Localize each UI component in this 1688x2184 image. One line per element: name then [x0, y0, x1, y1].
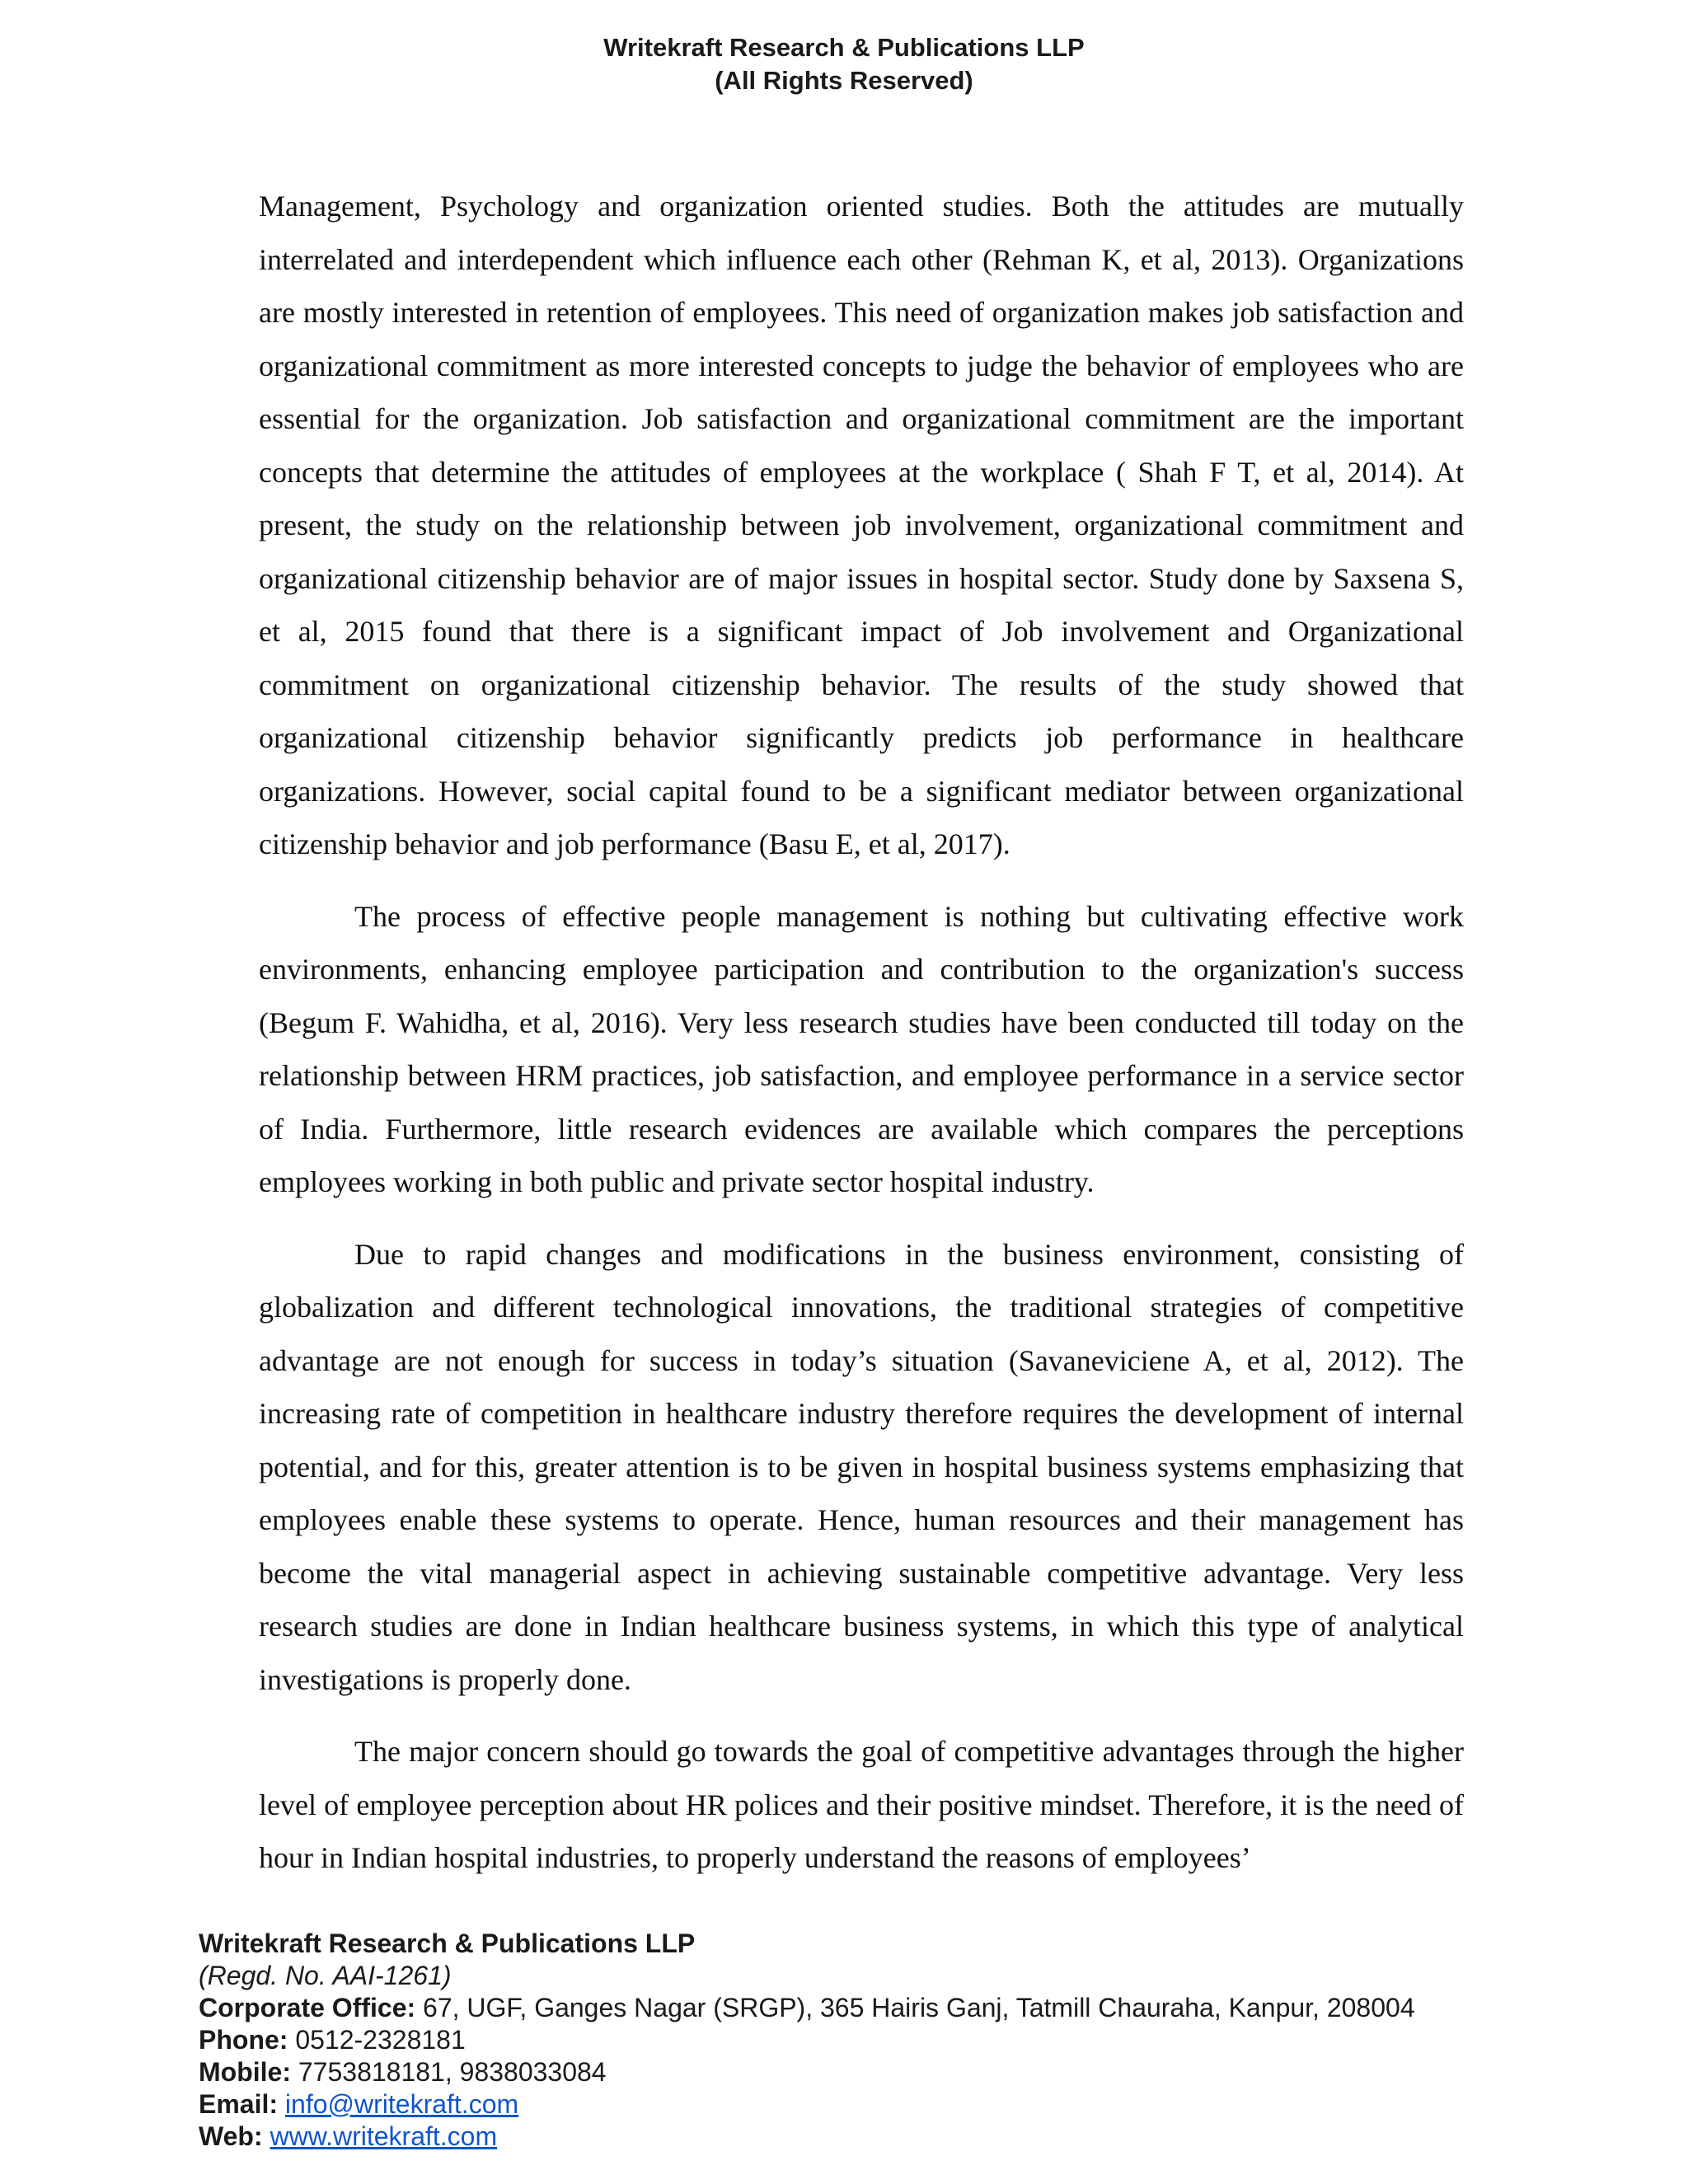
footer-mobile: [199, 2056, 1666, 2088]
body-paragraph-4: The major concern should go towards the goal of competitive advantages through the higher level of employee perception about HR polices and their positive mindset. Therefore, it is the need of hour in Indian hospital industries, to properly understand the reasons of employees’: [259, 1735, 1464, 1874]
footer-phone-label: Phone:: [199, 2025, 288, 2055]
footer-phone-number: 0512-2328181: [288, 2025, 466, 2055]
footer-company-name: Writekraft Research & Publications LLP: [199, 1929, 696, 1958]
footer-phone: [199, 2024, 1666, 2056]
body-paragraph-1: Management, Psychology and organization oriented studies. Both the attitudes are mutually interrelated and interdependent which influence each other (Rehman K, et al, 2013). Organizations are mostly interested in retention of employees. This need of organization makes job satisfaction and organizational commitment as more interested concepts to judge the behavior of employees who are essential for the organization. Job satisfaction and organizational commitment are the important concepts that determine the attitudes of employees at the workplace ( Shah F T, et al, 2014). At present, the study on the relationship between job involvement, organizational commitment and organizational citizenship behavior are of major issues in hospital sector. Study done by Saxsena S, et al, 2015 found that there is a significant impact of Job involvement and Organizational commitment on organizational citizenship behavior. The results of the study showed that organizational citizenship behavior significantly predicts job performance in healthcare organizations. However, social capital found to be a significant mediator between organizational citizenship behavior and job performance (Basu E, et al, 2017).: [259, 190, 1464, 860]
body-paragraph-3: Due to rapid changes and modifications in the business environment, consisting of globalization and different technological innovations, the traditional strategies of competitive advantage are not enough for success in today’s situation (Savaneviciene A, et al, 2012). The increasing rate of competition in healthcare industry therefore requires the development of internal potential, and for this, greater attention is to be given in hospital business systems emphasizing that employees enable these systems to operate. Hence, human resources and their management has become the vital managerial aspect in achieving sustainable competitive advantage. Very less research studies are done in Indian healthcare business systems, in which this type of analytical investigations is properly done.: [259, 1237, 1464, 1696]
footer-mobile-numbers: 7753818181, 9838033084: [290, 2057, 607, 2087]
footer-registration: (Regd. No. AAI-1261): [199, 1961, 452, 1990]
footer-web: [199, 2121, 1666, 2153]
footer-mobile-label: Mobile:: [199, 2057, 291, 2087]
footer-office-label: Corporate Office:: [199, 1993, 416, 2022]
footer-email-label: Email:: [199, 2089, 279, 2119]
header-company-name: Writekraft Research & Publications LLP: [603, 33, 1085, 62]
footer-email-link[interactable]: info@writekraft.com: [284, 2089, 519, 2119]
document-body: [259, 180, 1464, 1904]
page-footer: [199, 1928, 1666, 2153]
footer-web-label: Web:: [199, 2121, 263, 2151]
footer-office-address: 67, UGF, Ganges Nagar (SRGP), 365 Hairis Ganj, Tatmill Chauraha, Kanpur, 208004: [415, 1993, 1415, 2022]
body-paragraph-2: The process of effective people management is nothing but cultivating effective work environments, enhancing employee participation and contribution to the organization's success (Begum F. Wahidha, et al, 2016). Very less research studies have been conducted till today on the relationship between HRM practices, job satisfaction, and employee performance in a service sector of India. Furthermore, little research evidences are available which compares the perceptions employees working in both public and private sector hospital industry.: [259, 899, 1464, 1198]
header-rights-notice: (All Rights Reserved): [715, 66, 973, 95]
footer-office: [199, 1992, 1666, 2024]
footer-web-link[interactable]: www.writekraft.com: [270, 2121, 498, 2151]
footer-email: [199, 2088, 1666, 2121]
page-header: [0, 31, 1688, 97]
